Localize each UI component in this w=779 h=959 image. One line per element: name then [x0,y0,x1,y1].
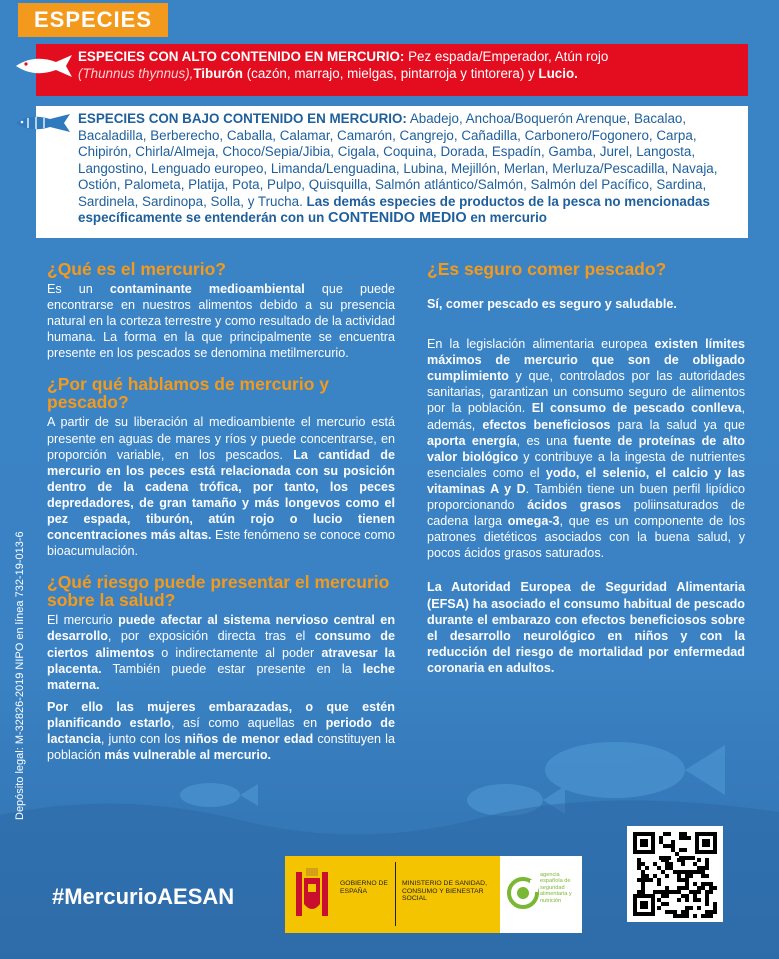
tuna-icon [14,52,76,80]
heading-health-risk: ¿Qué riesgo puede presentar el mercurio sobre la salud? [47,572,390,611]
aesan-logo-icon [506,876,540,910]
heading-why-mercury-fish: ¿Por qué hablamos de mercurio y pescado? [47,374,330,413]
paragraph-why-mercury-fish: A partir de su liberación al medioambiente el mercurio está presente en aguas de mares y ríos y puede concentrarse, en proporción variable, en los pescados. La cantidad de mercurio en los peces está relacionada con su posición dentro de la cadena trófica, por tanto, los peces depredadores, de gran tamaño y más longevos como el pez espada, tiburón, atún rojo o lucio tienen concentraciones más altas. Este fenómeno se conoce como bioacumulación. [47,415,396,559]
low-mercury-note: Las demás especies de productos de la pesca no mencionadas específicamente se entenderán con un [78,193,710,225]
paragraph-legislation: En la legislación alimentaria europea existen límites máximos de mercurio que son de obligado cumplimiento y que, controlados por las autoridades sanitarias, garantizan un consumo seguro de alimentos por la población. El consumo de pescado conlleva, además, efectos beneficiosos para la salud ya que aporta energía, es una fuente de proteínas de alto valor biológico y contribuye a la ingesta de nutrientes esenciales como el yodo, el selenio, el calcio y las vitaminas A y D. También tiene un buen perfil lipídico proporcionando ácidos grasos poliinsaturados de cadena larga omega-3, que es un componente de los patrones dietéticos asociados con la buena salud, y pocos ácidos grasos saturados. [427,337,746,561]
paragraph-fish-safe: Sí, comer pescado es seguro y saludable. [427,297,677,311]
high-mercury-tiburon: Tiburón [193,65,243,81]
high-mercury-text1: Pez espada/Emperador, Atún rojo [404,49,609,64]
paragraph-what-is-mercury: Es un contaminante medioambiental que puede encontrarse en nuestros alimentos debido a su presencia natural en la corteza terrestre y como resultado de la actividad humana. La forma en la que principalmente se encuentra presente en los pescados se denomina metilmercurio. [47,282,396,361]
small-fish-icon [14,112,74,134]
heading-what-is-mercury: ¿Qué es el mercurio? [47,259,226,279]
hashtag: #MercurioAESAN [52,884,235,909]
low-mercury-list: Abadejo, Anchoa/Boquerón Arenque, Bacalao, Bacaladilla, Berberecho, Caballa, Calamar, Camarón, Cangrejo, Cañadilla, Carbonero/Fogonero, Carpa, Chipirón, Chirla/Almeja, Choco/Sepia/Jibia, Cigala, Coquina, Dorada, Espadín, Gamba, Jurel, Langosta, Langostino, Lenguado europeo, Limanda/Lenguadina, Lubina, Mejillón, Merlan, Merluza/Pescadilla, Navaja, Ostión, Palometa, Platija, Pota, Pulpo, Quisquilla, Salmón atlántico/Salmón, Salmón del Pacífico, Sardina, Sardinela, Sardinopa, Solla, y Trucha. [78,111,718,209]
paragraph-health-risk: El mercurio puede afectar al sistema nervioso central en desarrollo, por exposición directa tras el consumo de ciertos alimentos o indirectamente al poder atravesar la placenta. También puede estar presente en la leche materna. [47,613,396,692]
high-mercury-lead: ESPECIES CON ALTO CONTENIDO EN MERCURIO: [78,49,405,64]
legal-deposit-text: Depósito legal: M-32826-2019 NIPO en línea 732-19-013-6 [14,531,26,820]
gov-label: GOBIERNO DE ESPAÑA [340,880,388,895]
heading-is-fish-safe: ¿Es seguro comer pescado? [427,259,667,279]
low-mercury-box [36,106,748,238]
paragraph-vulnerable-population: Por ello las mujeres embarazadas, o que estén planificando estarlo, así como aquellas en periodo de lactancia, junto con los niños de menor edad constituyen la población más vulnerable al mercurio. [47,699,396,763]
left-column [47,260,395,769]
high-mercury-lucio: Lucio. [538,65,578,81]
coat-of-arms-icon [292,864,332,924]
ministry-label: MINISTERIO DE SANIDAD, CONSUMO Y BIENESTAR SOCIAL [402,880,487,902]
agency-label: agencia española de seguridad alimentaria y nutrición [540,872,572,904]
low-mercury-lead: ESPECIES CON BAJO CONTENIDO EN MERCURIO: [78,111,407,126]
right-column [427,260,745,682]
low-mercury-note-strong: CONTENIDO MEDIO [328,210,467,226]
qr-code[interactable] [627,826,723,922]
high-mercury-text2: (cazón, marrajo, mielgas, pintarroja y tintorera) y [242,65,539,81]
low-mercury-note-end: en mercurio [466,210,547,225]
high-mercury-scientific: (Thunnus thynnus), [78,65,194,81]
paragraph-efsa: La Autoridad Europea de Seguridad Alimentaria (EFSA) ha asociado el consumo habitual de pescado durante el embarazo con efectos beneficiosos sobre el desarrollo neurológico en niños y con la reducción del riesgo de mortalidad por enfermedad coronaria en adultos. [427,580,745,675]
logo-divider [395,862,396,926]
qr-code-icon [627,826,723,922]
high-mercury-box [36,44,748,96]
section-title: ESPECIES [18,3,168,37]
